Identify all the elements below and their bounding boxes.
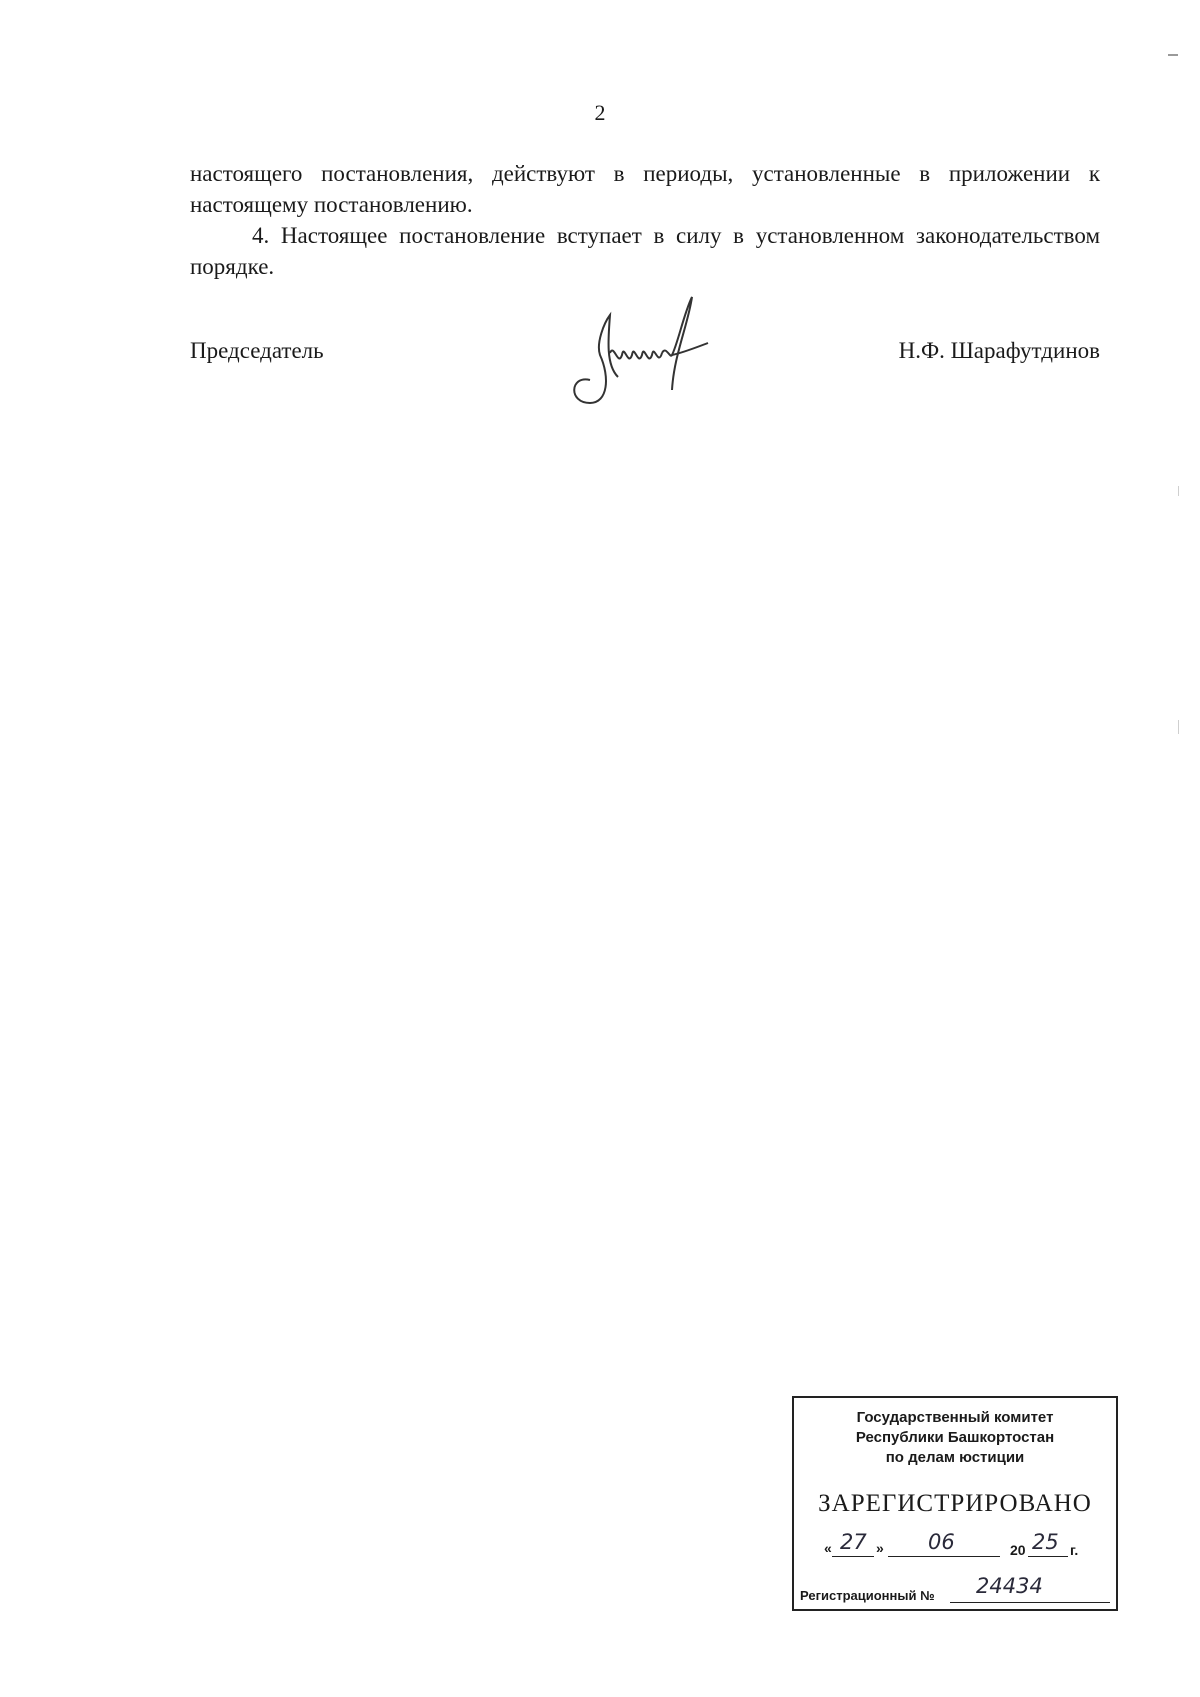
underline bbox=[950, 1602, 1110, 1603]
stamp-authority-line: Государственный комитет bbox=[856, 1409, 1054, 1426]
registration-stamp bbox=[792, 1396, 1118, 1611]
scan-speck bbox=[1178, 486, 1179, 496]
stamp-date-year-unit: г. bbox=[1070, 1542, 1079, 1558]
stamp-authority-line: Республики Башкортостан bbox=[855, 1429, 1055, 1446]
paragraph-4: 4. Настоящее постановление вступает в силу в установленном законодательством порядке. bbox=[190, 223, 1100, 279]
stamp-date bbox=[824, 1530, 1104, 1564]
stamp-authority bbox=[794, 1408, 1116, 1468]
stamp-date-open-quote: « bbox=[824, 1540, 832, 1556]
stamp-date-year-prefix: 20 bbox=[1010, 1542, 1026, 1558]
stamp-date-day: 27 bbox=[840, 1530, 867, 1554]
document-body bbox=[190, 158, 1100, 282]
signatory-title: Председатель bbox=[190, 338, 324, 363]
handwritten-signature bbox=[560, 285, 720, 415]
signatory-name: Н.Ф. Шарафутдинов bbox=[898, 338, 1100, 363]
stamp-authority-line: по делам юстиции bbox=[885, 1449, 1025, 1466]
stamp-reg-number: 24434 bbox=[976, 1574, 1043, 1598]
stamp-status: ЗАРЕГИСТРИРОВАНО bbox=[818, 1490, 1092, 1517]
scan-speck bbox=[1178, 720, 1179, 734]
scan-speck bbox=[1168, 54, 1178, 56]
stamp-registration-number bbox=[800, 1574, 1112, 1606]
stamp-date-close-quote: » bbox=[876, 1540, 884, 1556]
underline bbox=[832, 1556, 874, 1557]
stamp-date-month: 06 bbox=[928, 1530, 955, 1554]
stamp-reg-label: Регистрационный № bbox=[800, 1588, 935, 1603]
underline bbox=[1028, 1556, 1068, 1557]
paragraph-continuation: настоящего постановления, действуют в периоды, установленные в приложении к настоящему постановлению. bbox=[190, 161, 1100, 217]
stamp-date-year-suffix: 25 bbox=[1032, 1530, 1059, 1554]
page-number: 2 bbox=[594, 100, 606, 125]
underline bbox=[888, 1556, 1000, 1557]
